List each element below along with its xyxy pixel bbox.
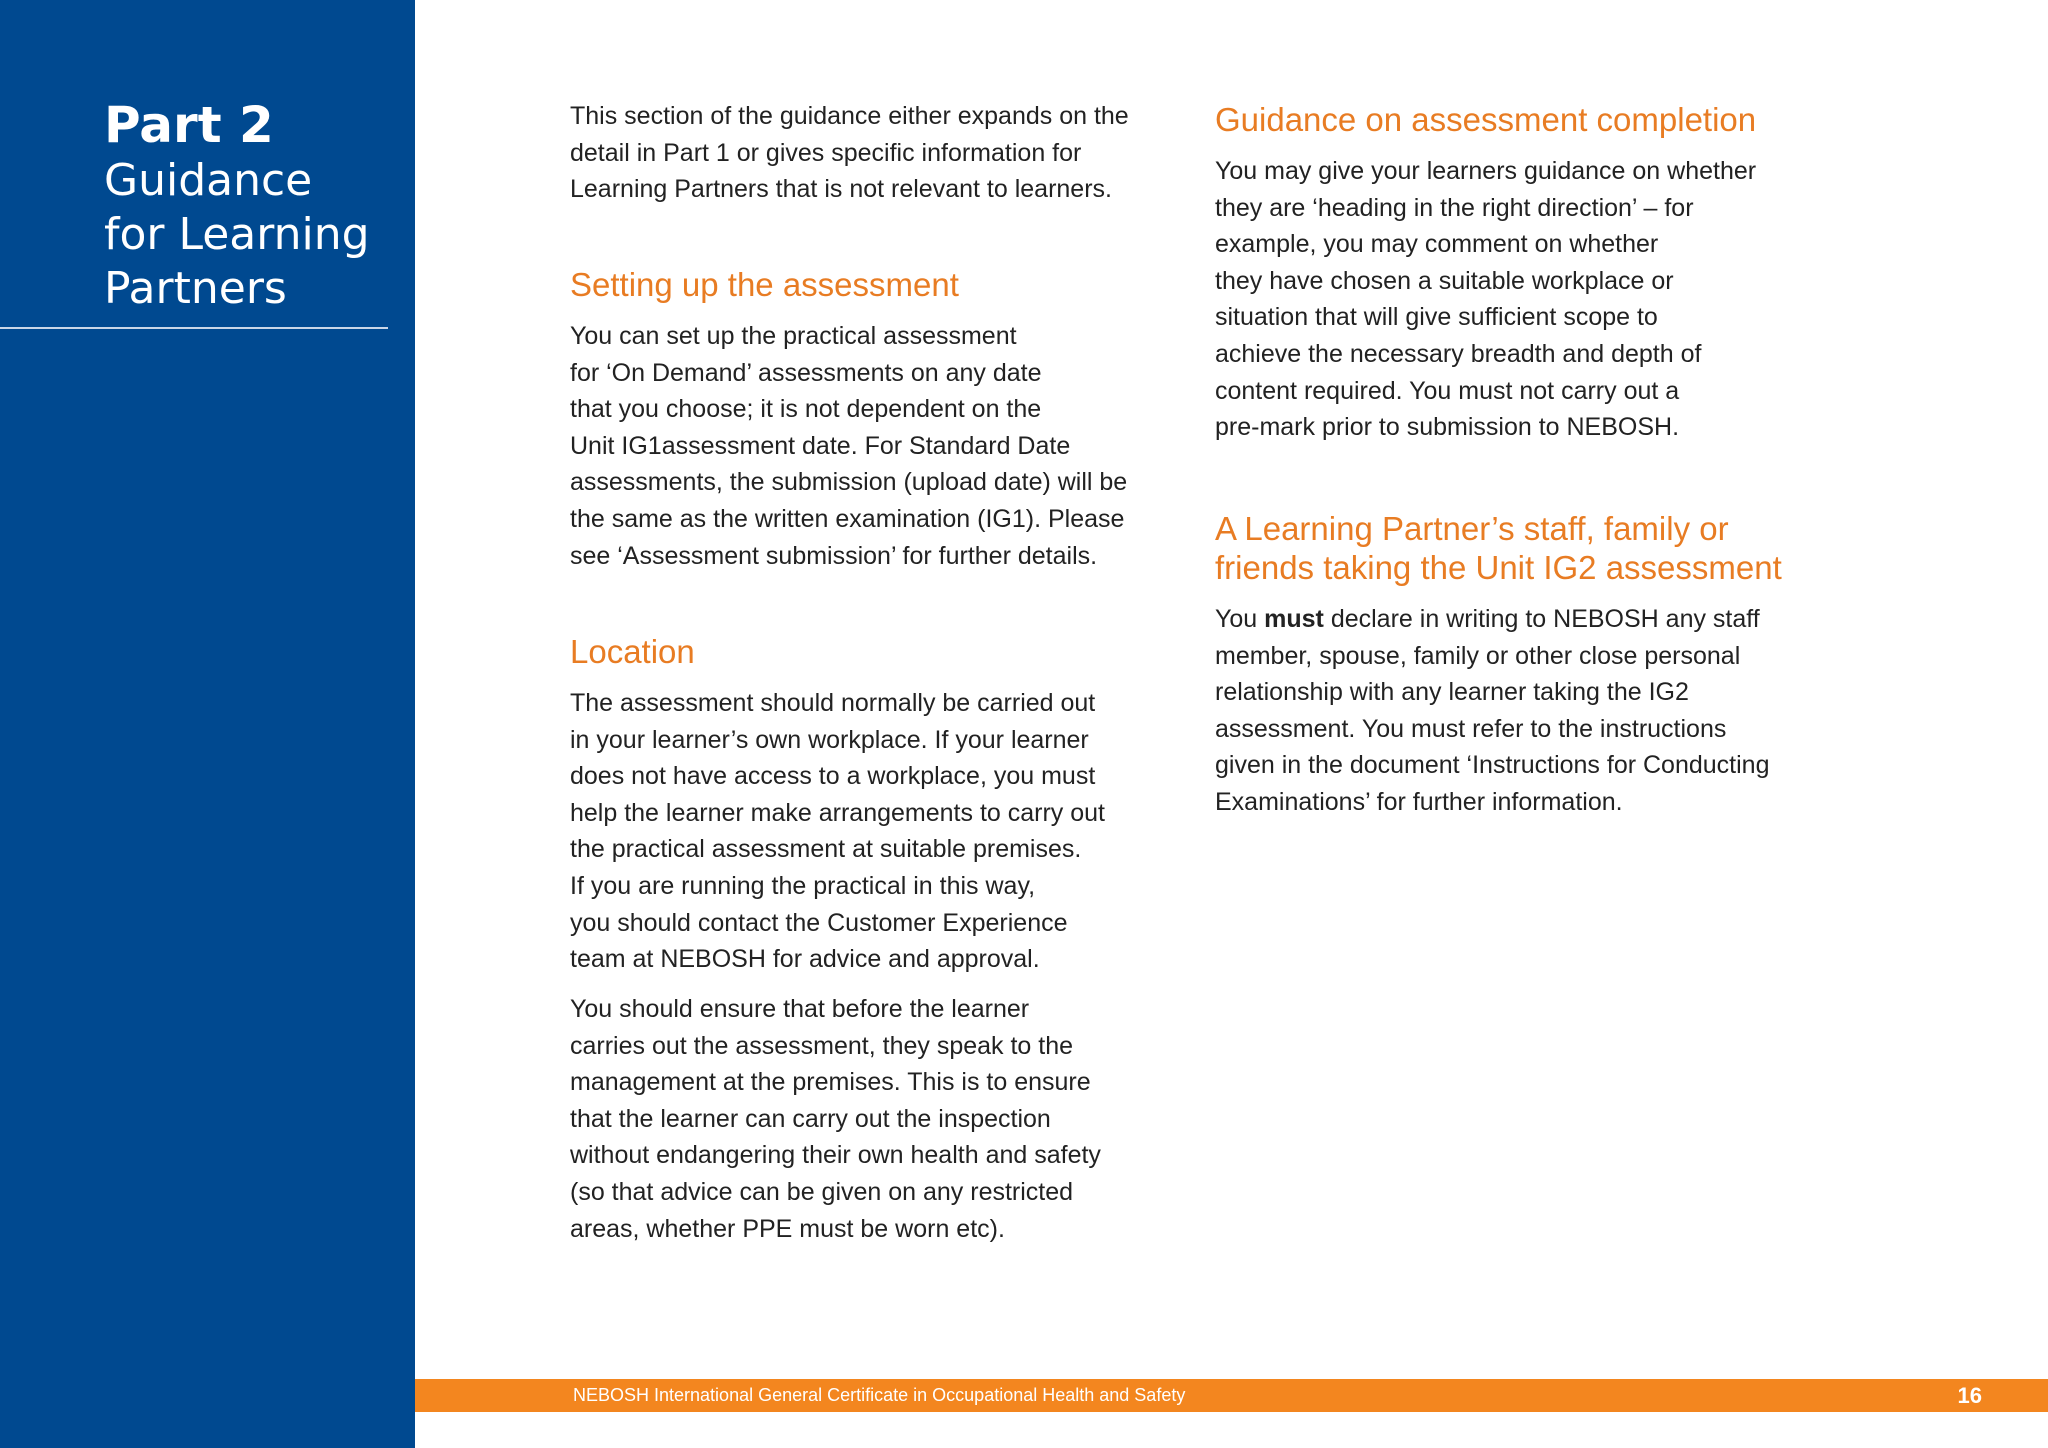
setup-paragraph: You can set up the practical assessment for ‘On Demand’ assessments on any date that you choose; it is not dependent on the Unit IG1assessment date. For Standard Date assessments, the submission (upload date) will be the same as the written examination (IG1). Please see ‘Assessment submission’ for further details.: [570, 322, 1128, 570]
page-number: 16: [1957, 1383, 1982, 1408]
location-paragraph-1: The assessment should normally be carried out in your learner’s own workplace. If your learner does not have access to a workplace, you must help the learner make arrangements to carry out the practical assessment at suitable premises. If you are running the practical in this way, you should contact the Customer Experience team at NEBOSH for advice and approval.: [570, 689, 1105, 974]
staff-text-emphasis: must: [1264, 605, 1324, 633]
footer-bar: [415, 1379, 2048, 1412]
setup-heading: Setting up the assessment: [570, 266, 959, 303]
staff-paragraph: [1215, 601, 1835, 821]
staff-heading: A Learning Partner’s staff, family or friends taking the Unit IG2 assessment: [1215, 510, 1782, 586]
section-title: Guidance for Learning Partners: [104, 155, 370, 314]
part-label: Part 2: [104, 96, 274, 154]
completion-heading: Guidance on assessment completion: [1215, 101, 1757, 138]
location-paragraph-2: You should ensure that before the learner carries out the assessment, they speak to the management at the premises. This is to ensure that the learner can carry out the inspection without endangering their own health and safety (so that advice can be given on any restricted areas, whether PPE must be worn etc).: [570, 995, 1101, 1243]
sidebar-title: [104, 96, 404, 316]
staff-text-rest: declare in writing to NEBOSH any staff member, spouse, family or other close personal relationship with any learner taking the IG2 assessment. You must refer to the instructions given in the document ‘Instructions for Conducting Examinations’ for further information.: [1215, 605, 1770, 816]
staff-text-prefix: You: [1215, 605, 1265, 633]
sidebar-divider: [0, 327, 388, 329]
footer-text: NEBOSH International General Certificate in Occupational Health and Safety: [573, 1385, 1186, 1405]
intro-paragraph: This section of the guidance either expands on the detail in Part 1 or gives specific information for Learning Partners that is not relevant to learners.: [570, 102, 1129, 204]
sidebar-panel: [0, 0, 415, 1448]
location-heading: Location: [570, 633, 695, 670]
completion-paragraph: You may give your learners guidance on whether they are ‘heading in the right direction’ – for example, you may comment on whether they have chosen a suitable workplace or situation that will give sufficient scope to achieve the necessary breadth and depth of content required. You must not carry out a pre-mark prior to submission to NEBOSH.: [1215, 157, 1757, 442]
